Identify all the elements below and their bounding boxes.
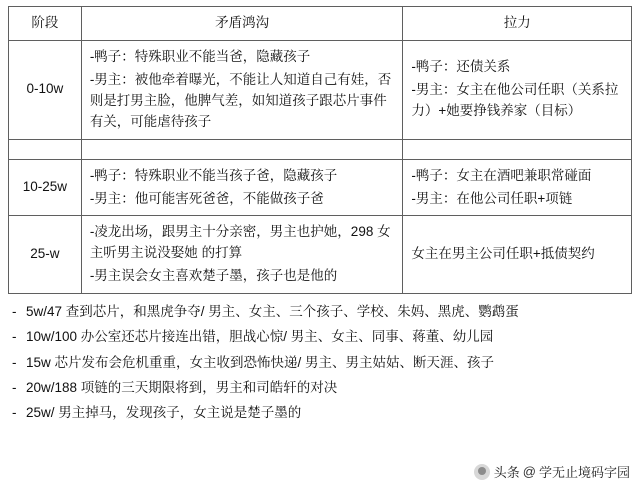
pull-cell (403, 159, 632, 216)
table-row (9, 40, 632, 139)
list-item (12, 302, 630, 322)
list-item (12, 353, 630, 373)
dash-icon: - (12, 329, 17, 345)
conflict-line: -男主：被他牵着曝光，不能让人知道自己有娃，否则是打男主脸，他脾气差，如知道孩子跟芯片事件有关，可能虐待孩子 (89, 71, 392, 129)
dash-icon: - (12, 354, 17, 370)
list-item-text: 20w/188 项链的三天期限将到，男主和司皓轩的对决 (26, 379, 338, 395)
pull-cell (403, 216, 632, 294)
pull-cell (403, 40, 632, 139)
watermark-source: 头条 (493, 465, 520, 480)
conflict-cell (81, 40, 403, 139)
conflict-line: -男主：他可能害死爸爸，不能做孩子爸 (89, 190, 324, 206)
list-item (12, 403, 630, 423)
list-item-text: 10w/100 办公室还芯片接连出错，胆战心惊/ 男主、女主、同事、蒋董、幼儿园 (26, 329, 494, 345)
list-item (12, 378, 630, 398)
pull-line: 女主在男主公司任职+抵债契约 (411, 246, 595, 262)
avatar (474, 464, 490, 480)
stage-label: 0-10w (9, 40, 82, 139)
pull-line: -鸭子：还债关系 (411, 59, 511, 75)
list-item (12, 327, 630, 347)
table-row (9, 159, 632, 216)
document-page (0, 6, 640, 489)
pull-line: -鸭子：女主在酒吧兼职常碰面 (411, 167, 592, 183)
list-item-text: 5w/47 查到芯片，和黑虎争夺/ 男主、女主、三个孩子、学校、朱妈、黑虎、鹦鹉蛋 (26, 304, 519, 320)
pull-line: -男主：女主在他公司任职（关系拉力）+她要挣钱养家（目标） (411, 82, 619, 119)
list-item-text: 25w/ 男主掉马，发现孩子，女主说是楚子墨的 (26, 405, 302, 421)
stage-label: 25-w (9, 216, 82, 294)
header-stage: 阶段 (9, 7, 82, 41)
conflict-line: -鸭子：特殊职业不能当爸，隐藏孩子 (89, 48, 311, 64)
table-row (9, 216, 632, 294)
story-structure-table (8, 6, 632, 294)
conflict-cell (81, 216, 403, 294)
conflict-line: -凌龙出场，跟男主十分亲密，男主也护她，298 女主听男主说没娶她 的打算 (89, 224, 391, 261)
watermark (470, 460, 632, 483)
conflict-line: -男主误会女主喜欢楚子墨，孩子也是他的 (89, 268, 338, 284)
table-header-row (9, 7, 632, 41)
milestone-list (12, 302, 630, 423)
stage-label: 10-25w (9, 159, 82, 216)
watermark-author: 学无止境码字园 (538, 465, 630, 480)
table-spacer (9, 139, 632, 159)
conflict-cell (81, 159, 403, 216)
watermark-separator: @ (522, 464, 536, 479)
header-pull: 拉力 (403, 7, 632, 41)
pull-line: -男主：在他公司任职+项链 (411, 190, 573, 206)
dash-icon: - (12, 379, 17, 395)
dash-icon: - (12, 405, 17, 421)
conflict-line: -鸭子：特殊职业不能当孩子爸，隐藏孩子 (89, 167, 338, 183)
header-conflict: 矛盾鸿沟 (81, 7, 403, 41)
dash-icon: - (12, 304, 17, 320)
list-item-text: 15w 芯片发布会危机重重，女主收到恐怖快递/ 男主、男主姑姑、断天涯、孩子 (26, 354, 495, 370)
